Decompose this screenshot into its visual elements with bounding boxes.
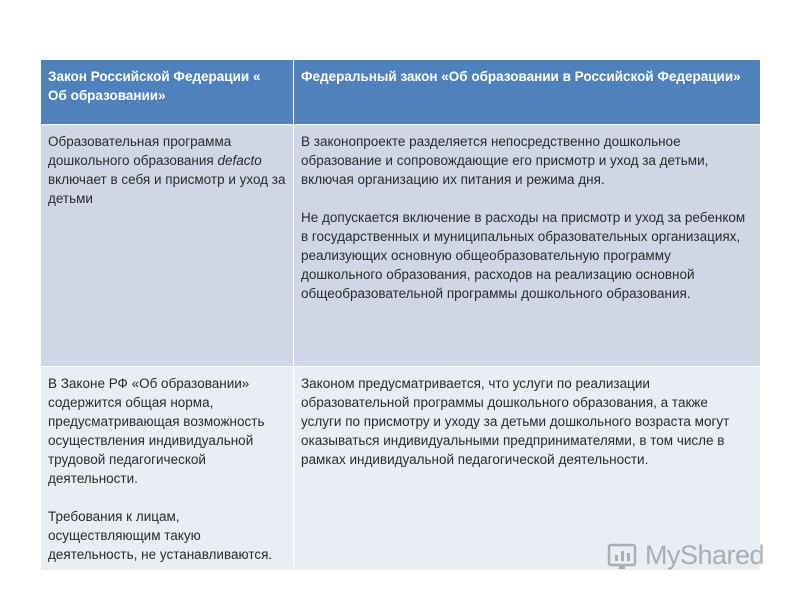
row-1-new-paragraph-1: В законопроекте разделяется непосредственно дошкольное образование и сопровождающие его присмотр и уход за детьми, включая организацию их питания и режима дня.: [301, 134, 709, 187]
row-2-old-paragraph-2: Требования к лицам, осуществляющим такую деятельность, не устанавливаются.: [48, 509, 273, 562]
row-2-old-law-cell: [41, 367, 294, 571]
row-1-new-law-cell: [294, 125, 761, 367]
header-old-law: [41, 60, 294, 125]
row-2-old-paragraph-1: В Законе РФ «Об образовании» содержится общая норма, предусматривающая возможность осуществления индивидуальной трудовой педагогической деятельности.: [48, 376, 265, 486]
row-1-old-text-italic: defacto: [217, 153, 262, 168]
row-1-old-text-after: включает в себя и присмотр и уход за детьми: [48, 172, 286, 206]
myshared-logo-icon: [607, 539, 639, 571]
comparison-table: [40, 59, 761, 571]
header-new-law: Федеральный закон «Об образовании в Российской Федерации»: [294, 60, 761, 125]
row-1-new-paragraph-2: Не допускается включение в расходы на присмотр и уход за ребенком в государственных и муниципальных образовательных организациях, реализующих основную общеобразовательную программу дошкольного образования, расходов на реализацию основной общеобразовательной программы дошкольного образования.: [301, 210, 746, 301]
table-header-row: [41, 60, 761, 125]
row-1-old-law-cell: [41, 125, 294, 367]
row-1-old-text-before: Образовательная программа дошкольного образования: [48, 134, 232, 168]
header-old-law-line1: Закон Российской Федерации «: [48, 69, 261, 84]
header-old-law-line2: Об образовании»: [48, 88, 166, 103]
table-row: [41, 125, 761, 367]
watermark-text: MyShared: [645, 539, 765, 570]
watermark: [607, 537, 767, 573]
row-2-new-paragraph-1: Законом предусматривается, что услуги по реализации образовательной программы дошкольного образования, а также услуги по присмотру и уходу за детьми дошкольного возраста могут оказываться индивидуальными предпринимателями, в том числе в рамках индивидуальной педагогической деятельности.: [301, 376, 730, 467]
